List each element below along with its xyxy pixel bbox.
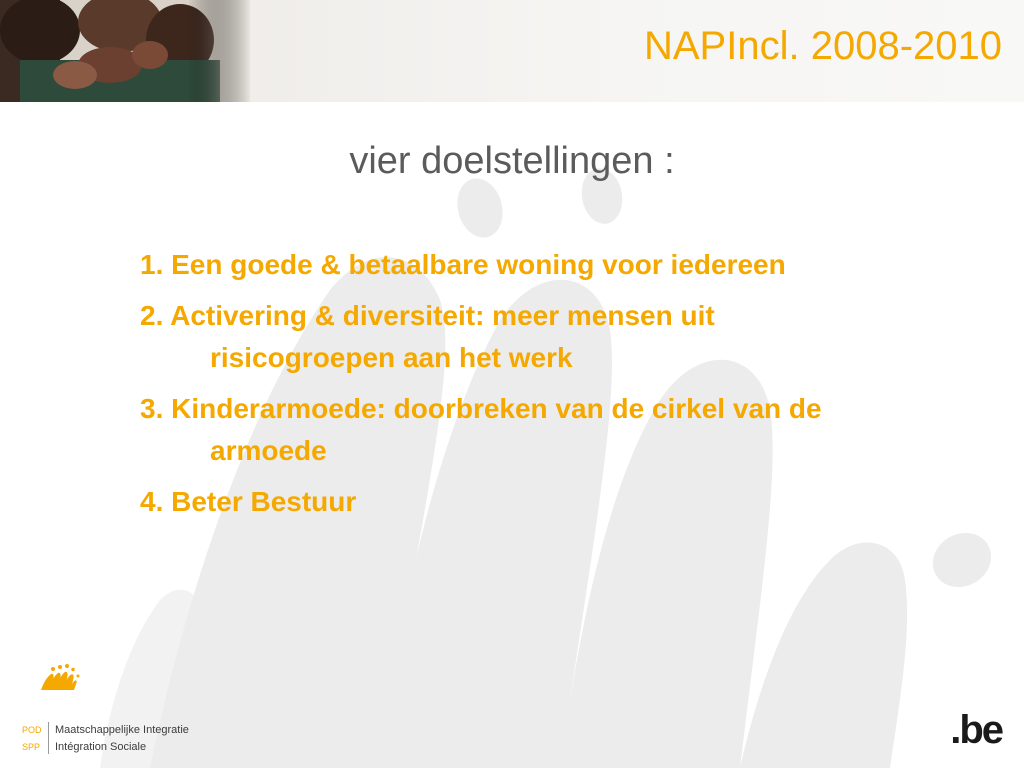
subtitle: vier doelstellingen : bbox=[349, 140, 675, 182]
people-figures-logo-icon bbox=[40, 658, 140, 716]
organization-name-fr: Intégration Sociale bbox=[55, 741, 147, 753]
children-hugging-photo-icon bbox=[0, 0, 250, 102]
pod-spp-label bbox=[22, 722, 42, 756]
pod-label: POD bbox=[22, 725, 42, 735]
goal-item: 4. Beter Bestuur bbox=[140, 486, 357, 517]
goal-item: 3. Kinderarmoede: doorbreken van de cirkel van de armoede bbox=[140, 393, 822, 466]
organization-name bbox=[55, 722, 189, 756]
logo-divider bbox=[48, 722, 49, 754]
page-title: NAPIncl. 2008-2010 bbox=[643, 24, 1002, 68]
organization-name-nl: Maatschappelijke Integratie bbox=[55, 724, 189, 736]
be-logo: .be bbox=[950, 708, 1002, 752]
goal-item: 1. Een goede & betaalbare woning voor iedereen bbox=[140, 249, 786, 280]
spp-label: SPP bbox=[22, 742, 41, 752]
goals-list bbox=[140, 244, 900, 532]
goal-item: 2. Activering & diversiteit: meer mensen uit risicogroepen aan het werk bbox=[140, 300, 715, 373]
